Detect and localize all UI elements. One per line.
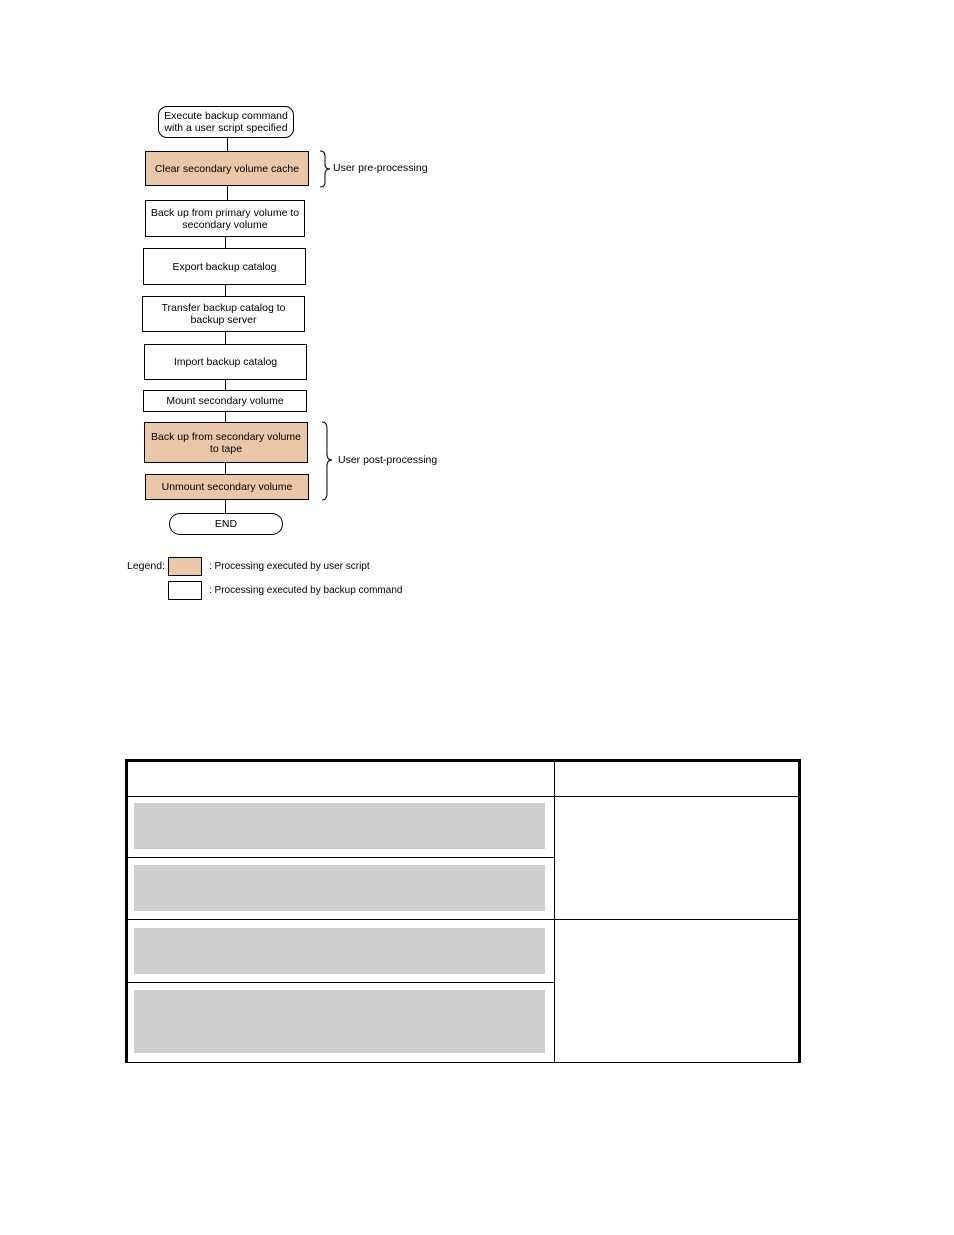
row-divider	[128, 857, 554, 858]
step-backup-secondary-to-tape: Back up from secondary volume to tape	[144, 422, 308, 463]
legend-backup-command-swatch	[168, 581, 202, 600]
post-processing-brace	[320, 421, 334, 501]
table-row	[134, 990, 545, 1053]
connector	[227, 137, 228, 152]
start-terminal: Execute backup command with a user script specified	[158, 106, 294, 138]
pre-processing-label: User pre-processing	[333, 162, 428, 174]
step-import-backup-catalog: Import backup catalog	[144, 344, 307, 380]
connector	[225, 411, 226, 422]
table-row	[134, 803, 545, 849]
legend-backup-command-text: : Processing executed by backup command	[209, 585, 403, 596]
connector	[225, 331, 226, 344]
step-mount-secondary-volume: Mount secondary volume	[143, 390, 307, 412]
connector	[225, 379, 226, 390]
column-separator	[554, 762, 555, 1063]
step-transfer-backup-catalog: Transfer backup catalog to backup server	[142, 296, 305, 332]
step-unmount-secondary-volume: Unmount secondary volume	[145, 474, 309, 500]
legend-user-script-text: : Processing executed by user script	[209, 561, 370, 572]
pre-processing-brace	[318, 150, 332, 188]
connector	[225, 499, 226, 513]
post-processing-label: User post-processing	[338, 454, 438, 466]
end-terminal: END	[169, 513, 283, 535]
row-divider	[128, 982, 554, 983]
connector	[225, 236, 226, 248]
connector	[225, 462, 226, 474]
table-row	[134, 928, 545, 974]
table-row	[134, 865, 545, 911]
step-backup-primary-to-secondary: Back up from primary volume to secondary volume	[145, 200, 305, 237]
connector	[227, 185, 228, 200]
step-export-backup-catalog: Export backup catalog	[143, 248, 306, 285]
legend-user-script-swatch	[168, 557, 202, 576]
legend-title: Legend:	[127, 560, 165, 572]
row-divider	[128, 919, 798, 920]
table-header	[128, 762, 798, 797]
connector	[225, 284, 226, 296]
step-clear-secondary-cache: Clear secondary volume cache	[145, 151, 309, 186]
script-table	[125, 759, 801, 1063]
